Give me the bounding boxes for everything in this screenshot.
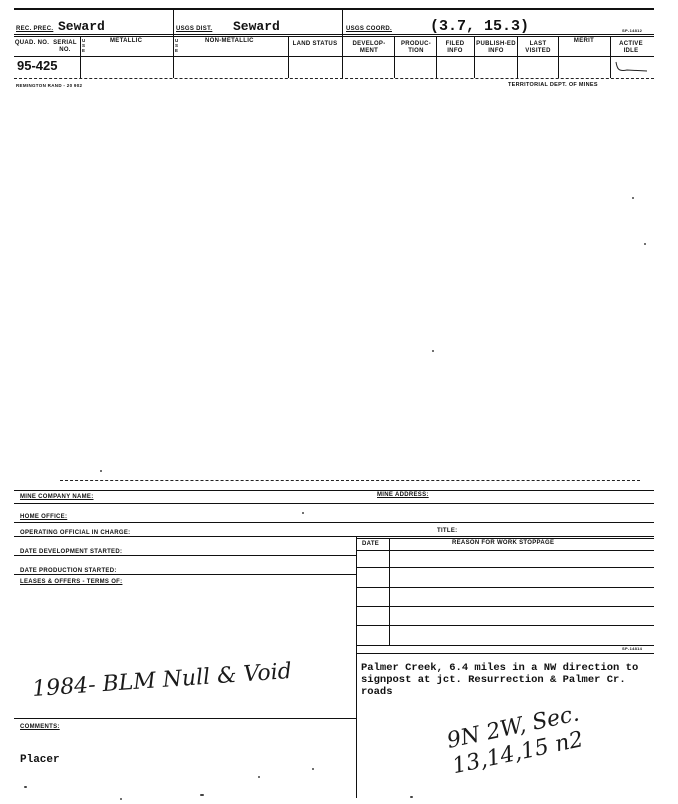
col-serial-no: SERIAL NO. [53,40,77,53]
rec-prec-label: REC. PREC. [16,26,54,32]
date-development-started-label: DATE DEVELOPMENT STARTED: [20,549,123,555]
col-non-metallic: NON-METALLIC [205,38,254,44]
date-column-header: DATE [362,541,380,547]
comments-label: COMMENTS: [20,724,60,730]
form-number-top: SP-14812 [622,28,643,33]
col-active-idle: ACTIVE IDLE [619,41,643,54]
header-divider [14,34,654,35]
lower-form-top-line [60,480,640,481]
col-production: PRODUC-TION [400,41,432,54]
usgs-dist-label: USGS DIST. [176,26,213,32]
mine-company-name-label: MINE COMPANY NAME: [20,494,94,500]
location-description: Palmer Creek, 6.4 miles in a NW direction to signpost at jct. Resurrection & Palmer Cr. roads [361,662,639,698]
form-number-bottom: SP-14814 [622,646,643,651]
territorial-dept-label: TERRITORIAL DEPT. OF MINES [508,82,598,88]
rec-prec-value: Seward [58,19,105,34]
date-column-divider [389,538,390,645]
col-land-status: LAND STATUS [292,41,338,47]
row-bottom-line [14,78,654,79]
quad-serial-value: 95-425 [17,58,58,73]
home-office-label: HOME OFFICE: [20,514,68,520]
main-vertical-divider [356,536,357,798]
title-label: TITLE: [437,528,458,534]
handwritten-blm-note: 1984- BLM Null & Void [31,658,293,703]
mine-address-label: MINE ADDRESS: [377,492,429,498]
lower-form-top-border [14,490,654,491]
printer-label: REMINGTON RAND - 20 902 [16,83,83,88]
col-development: DEVELOP-MENT [352,41,386,54]
usgs-dist-value: Seward [233,19,280,34]
handwritten-township-coords: 9N 2W, Sec. 13,14,15 n2 [444,701,586,780]
col-quad-no: QUAD. NO. [14,40,50,46]
col-last-visited: LAST VISITED [525,41,551,54]
usgs-coord-label: USGS COORD. [346,26,392,32]
comments-value: Placer [20,754,60,766]
col-published-info: PUBLISH-ED INFO [476,41,516,54]
col-metallic: METALLIC [110,38,143,44]
operating-official-label: OPERATING OFFICIAL IN CHARGE: [20,530,131,536]
reason-column-header: REASON FOR WORK STOPPAGE [452,540,555,546]
col-merit: MERIT [573,38,595,44]
col-filed-info: FILED INFO [445,41,465,54]
date-production-started-label: DATE PRODUCTION STARTED: [20,568,117,574]
usgs-coord-value: (3.7, 15.3) [430,18,530,35]
leases-offers-label: LEASES & OFFERS - TERMS OF: [20,579,123,585]
col-use-non-metallic: USE [175,38,179,53]
active-idle-mark [613,60,649,74]
col-use-metallic: USE [82,38,86,53]
top-border [14,8,654,10]
